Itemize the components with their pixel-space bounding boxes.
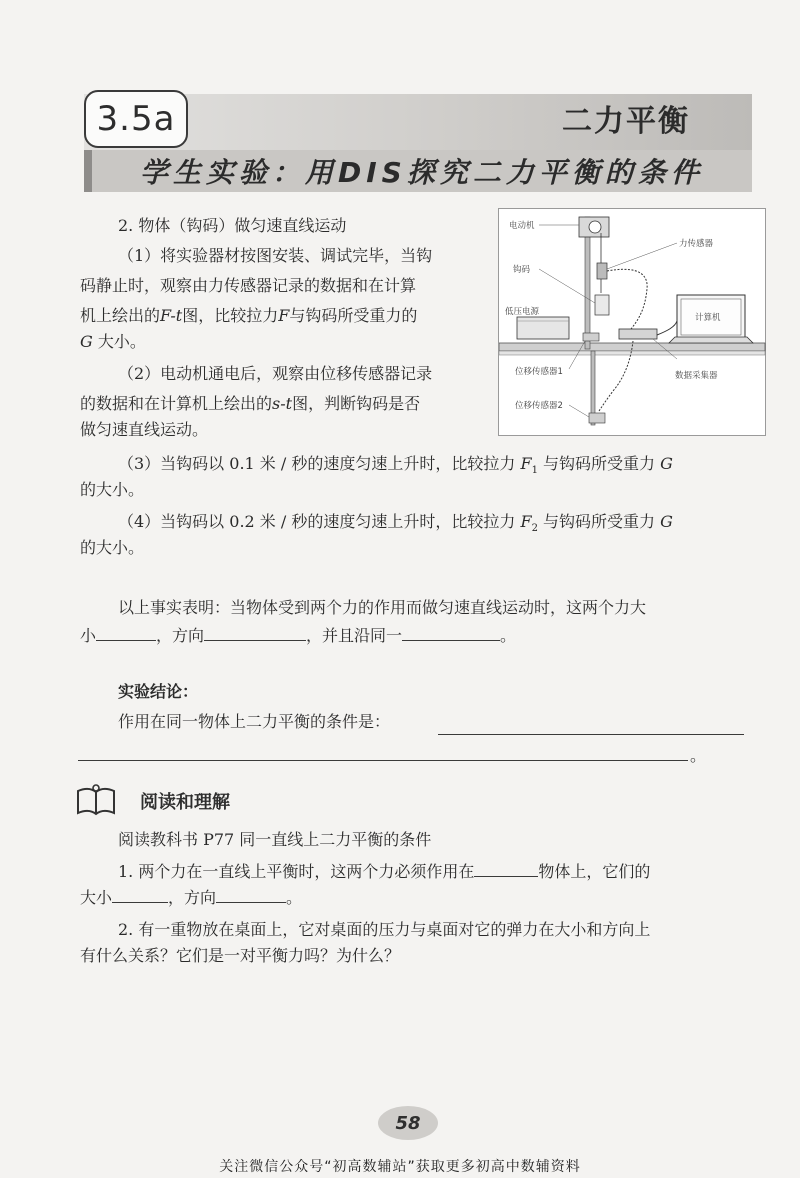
- question1-line2: [80, 884, 302, 912]
- facts-text-size: 小: [80, 626, 97, 645]
- conclusion-line1: 作用在同一物体上二力平衡的条件是：: [118, 712, 391, 731]
- label-position-sensor-2: 位移传感器2: [515, 401, 563, 411]
- step4-line2: 的大小。: [80, 538, 145, 557]
- question2-line1: 2. 有一重物放在桌面上，它对桌面的压力与桌面对它的弹力在大小和方向上: [118, 920, 651, 939]
- step3-text-a: （3）当钩码以 0.1 米 / 秒的速度匀速上升时，比较拉力: [118, 454, 521, 473]
- q1-text-size: 大小: [80, 888, 113, 907]
- gravity-symbol: G: [80, 332, 93, 351]
- step2-line2: [80, 390, 420, 418]
- step3-line1: [118, 450, 673, 485]
- ft-graph-symbol: F-t: [160, 306, 183, 325]
- footer-notice: 关注微信公众号“初高数辅站”获取更多初高中数辅资料: [219, 1159, 581, 1175]
- step1-line1: （1）将实验器材按图安装、调试完毕，当钩: [118, 246, 433, 265]
- step4-line1: [118, 508, 673, 543]
- blank-line-of-action[interactable]: [402, 622, 500, 641]
- step1-line2: 码静止时，观察由力传感器记录的数据和在计算: [80, 276, 417, 295]
- experiment-apparatus-figure: [498, 208, 766, 436]
- blank-same-object[interactable]: [474, 858, 538, 877]
- q1-text-a: 1. 两个力在一直线上平衡时，这两个力必须作用在: [118, 862, 475, 881]
- facts-text-end: 。: [500, 626, 517, 645]
- facts-line1: 以上事实表明：当物体受到两个力的作用而做匀速直线运动时，这两个力大: [118, 598, 647, 617]
- step1-line4: [80, 328, 146, 356]
- section-number-badge: 3.5a: [84, 90, 188, 148]
- blank-conclusion-2[interactable]: [78, 742, 688, 761]
- reading-section-title: 阅读和理解: [140, 792, 230, 813]
- label-low-voltage-supply: 低压电源: [505, 307, 540, 317]
- st-graph-symbol: s-t: [272, 394, 293, 413]
- blank-magnitude[interactable]: [96, 622, 156, 641]
- open-book-icon: [74, 783, 118, 817]
- page-number: 58: [378, 1106, 438, 1140]
- label-computer: 计算机: [695, 313, 721, 323]
- step2-line1: （2）电动机通电后，观察由位移传感器记录: [118, 364, 433, 383]
- step4-text-b: 与钩码所受重力: [537, 512, 661, 531]
- conclusion-heading: 实验结论：: [118, 682, 199, 701]
- label-data-collector: 数据采集器: [675, 371, 718, 381]
- step1-line3: [80, 302, 417, 330]
- force-symbol: F: [278, 306, 290, 325]
- reading-reference: 阅读教科书 P77 同一直线上二力平衡的条件: [118, 830, 432, 849]
- step2-line2-text-a: 的数据和在计算机上绘出的: [80, 394, 273, 413]
- label-force-sensor: 力传感器: [679, 239, 714, 249]
- step1-line3-text-b: 图，比较拉力: [182, 306, 279, 325]
- force2-subscript: 2: [531, 523, 538, 535]
- step3-text-b: 与钩码所受重力: [537, 454, 661, 473]
- label-motor: 电动机: [509, 221, 535, 231]
- step2-line3: 做匀速直线运动。: [80, 420, 209, 439]
- blank-q1-magnitude[interactable]: [112, 884, 168, 903]
- step1-line3-text-c: 与钩码所受重力的: [289, 306, 418, 325]
- step3-line2: 的大小。: [80, 480, 145, 499]
- blank-q1-direction[interactable]: [216, 884, 286, 903]
- step1-line3-text-a: 机上绘出的: [80, 306, 161, 325]
- section-title: 二力平衡: [562, 104, 690, 139]
- q1-text-end: 。: [286, 888, 303, 907]
- gravity3-symbol: G: [660, 454, 673, 473]
- blank-conclusion-1[interactable]: [438, 716, 744, 735]
- q1-text-direction: ，方向: [168, 888, 217, 907]
- q1-text-b: 物体上，它们的: [538, 862, 651, 881]
- item2-heading: 2. 物体（钩码）做匀速直线运动: [118, 216, 347, 235]
- facts-line2: [80, 622, 516, 650]
- question1-line1: [118, 858, 650, 886]
- question2-line2: 有什么关系？它们是一对平衡力吗？为什么？: [80, 946, 401, 965]
- label-hook-weight: 钩码: [513, 265, 531, 275]
- blank-direction[interactable]: [204, 622, 306, 641]
- force1-symbol: F: [520, 454, 532, 473]
- conclusion-end: 。: [690, 746, 707, 765]
- step2-line2-text-b: 图，判断钩码是否: [292, 394, 421, 413]
- force1-subscript: 1: [531, 465, 538, 477]
- facts-text-direction: ，方向: [156, 626, 205, 645]
- step4-text-a: （4）当钩码以 0.2 米 / 秒的速度匀速上升时，比较拉力: [118, 512, 521, 531]
- facts-text-along: ，并且沿同一: [306, 626, 403, 645]
- gravity4-symbol: G: [660, 512, 673, 531]
- experiment-subtitle: 学生实验：用DIS探究二力平衡的条件: [140, 156, 704, 189]
- step1-line4-text: 大小。: [92, 332, 146, 351]
- label-position-sensor-1: 位移传感器1: [515, 367, 563, 377]
- force2-symbol: F: [520, 512, 532, 531]
